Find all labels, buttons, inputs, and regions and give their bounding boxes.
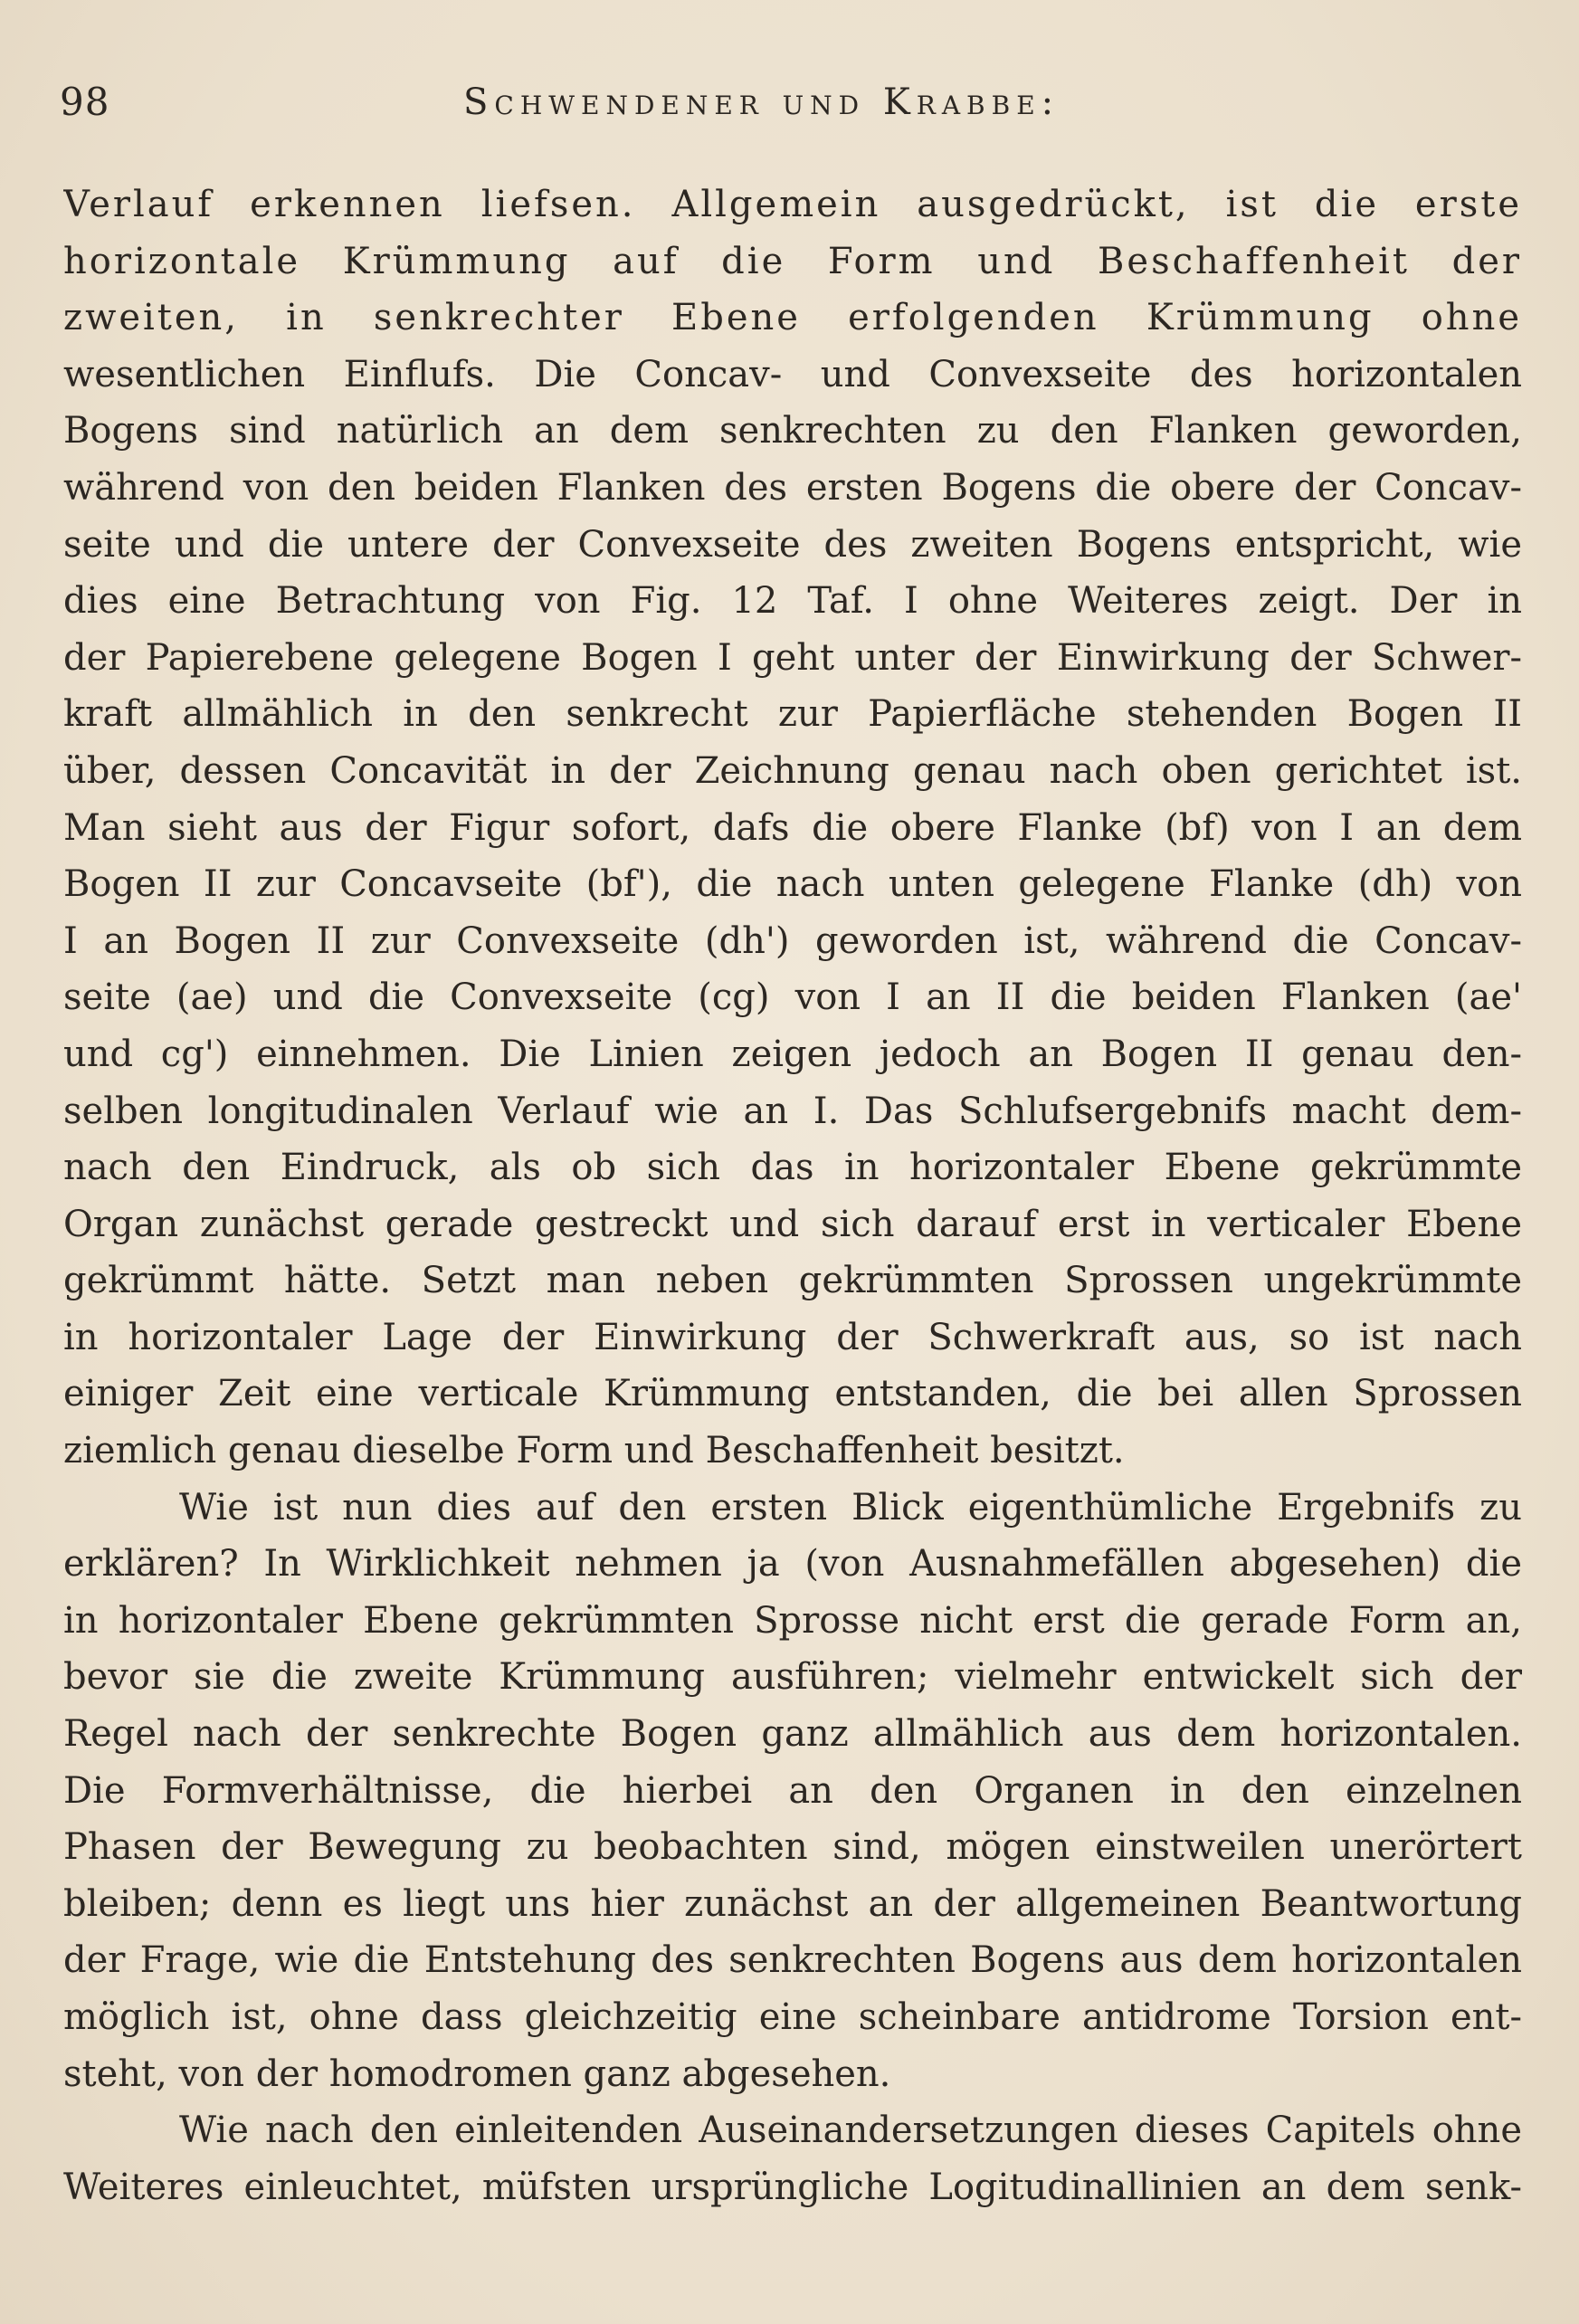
paragraph-2 (63, 1480, 1522, 2103)
text-line: horizontale Krümmung auf die Form und Beschaffenheit der (63, 240, 1522, 282)
text-line: bevor sie die zweite Krümmung ausführen; vielmehr entwickelt sich der (63, 1656, 1522, 1699)
text-line: seite und die untere der Convexseite des zweiten Bogens entspricht, wie (63, 523, 1522, 566)
paragraph-1 (63, 176, 1522, 1480)
text-line: möglich ist, ohne dass gleichzeitig eine scheinbare antidrome Torsion ent- (63, 1996, 1522, 2038)
text-line: Organ zunächst gerade gestreckt und sich darauf erst in verticaler Ebene (63, 1203, 1522, 1245)
text-line: Wie nach den einleitenden Auseinandersetzungen dieses Capitels ohne (179, 2110, 1522, 2152)
text-line: und cg') einnehmen. Die Linien zeigen jedoch an Bogen II genau den- (63, 1033, 1522, 1075)
text-line: dies eine Betrachtung von Fig. 12 Taf. I ohne Weiteres zeigt. Der in (63, 580, 1522, 623)
text-line: über, dessen Concavität in der Zeichnung genau nach oben gerichtet ist. (63, 749, 1522, 792)
text-line: I an Bogen II zur Convexseite (dh') geworden ist, während die Concav- (63, 919, 1522, 962)
text-line: der Frage, wie die Entstehung des senkrechten Bogens aus dem horizontalen (63, 1939, 1522, 1982)
body-text (63, 176, 1522, 2215)
text-line: Bogen II zur Concavseite (bf'), die nach unten gelegene Flanke (dh) von (63, 863, 1522, 906)
text-line: seite (ae) und die Convexseite (cg) von I an II die beiden Flanken (ae' (63, 976, 1522, 1019)
text-line: erklären? In Wirklichkeit nehmen ja (von Ausnahmefällen abgesehen) die (63, 1543, 1522, 1586)
text-line: kraft allmählich in den senkrecht zur Papierfläche stehenden Bogen II (63, 693, 1522, 736)
text-line: Regel nach der senkrechte Bogen ganz allmählich aus dem horizontalen. (63, 1713, 1522, 1756)
text-line: selben longitudinalen Verlauf wie an I. Das Schlufsergebnifs macht dem- (63, 1090, 1522, 1132)
text-line: Man sieht aus der Figur sofort, dafs die obere Flanke (bf) von I an dem (63, 806, 1522, 849)
text-line: Wie ist nun dies auf den ersten Blick eigenthümliche Ergebnifs zu (179, 1486, 1522, 1529)
text-line: Die Formverhältnisse, die hierbei an den Organen in den einzelnen (63, 1769, 1522, 1812)
text-line: Weiteres einleuchtet, müfsten ursprüngliche Logitudinallinien an dem senk- (63, 2166, 1522, 2208)
page-number: 98 (60, 80, 110, 124)
text-line: in horizontaler Lage der Einwirkung der Schwerkraft aus, so ist nach (63, 1316, 1522, 1358)
paragraph-3 (63, 2102, 1522, 2215)
text-line: ziemlich genau dieselbe Form und Beschaffenheit besitzt. (63, 1430, 1125, 1472)
text-line: der Papierebene gelegene Bogen I geht unter der Einwirkung der Schwer- (63, 636, 1522, 679)
text-line: einiger Zeit eine verticale Krümmung entstanden, die bei allen Sprossen (63, 1373, 1522, 1415)
text-line: in horizontaler Ebene gekrümmten Sprosse nicht erst die gerade Form an, (63, 1599, 1522, 1642)
text-line: zweiten, in senkrechter Ebene erfolgenden Krümmung ohne (63, 297, 1522, 339)
text-line: während von den beiden Flanken des ersten Bogens die obere der Concav- (63, 466, 1522, 509)
text-line: Verlauf erkennen liefsen. Allgemein ausgedrückt, ist die erste (63, 184, 1522, 225)
text-line: bleiben; denn es liegt uns hier zunächst an der allgemeinen Beantwortung (63, 1882, 1522, 1925)
running-title: Schwendener und Krabbe: (463, 81, 1061, 123)
text-line: gekrümmt hätte. Setzt man neben gekrümmten Sprossen ungekrümmte (63, 1260, 1522, 1302)
page-header (60, 80, 1526, 134)
text-line: Bogens sind natürlich an dem senkrechten zu den Flanken geworden, (63, 410, 1522, 452)
text-line: nach den Eindruck, als ob sich das in horizontaler Ebene gekrümmte (63, 1147, 1522, 1189)
text-line: wesentlichen Einflufs. Die Concav- und Convexseite des horizontalen (63, 353, 1522, 395)
text-line: Phasen der Bewegung zu beobachten sind, mögen einstweilen unerörtert (63, 1826, 1522, 1869)
text-line: steht, von der homodromen ganz abgesehen. (63, 2053, 891, 2095)
